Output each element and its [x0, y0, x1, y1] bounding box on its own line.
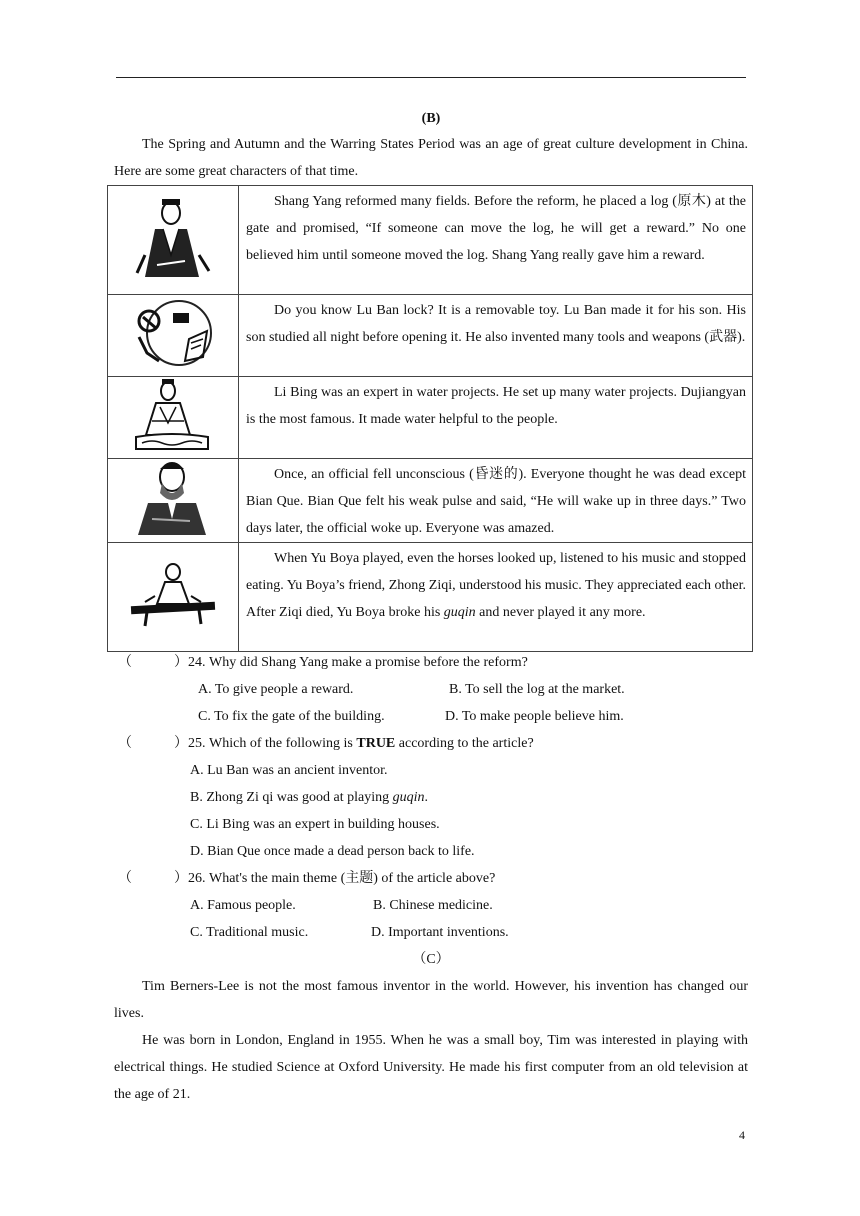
- answer-paren-open: （: [118, 736, 132, 751]
- answer-paren-close: ）: [174, 736, 188, 751]
- option-b-italic: guqin: [392, 790, 425, 805]
- option-b: [190, 784, 428, 811]
- option-a: A. To give people a reward.: [198, 682, 354, 697]
- option-b: B. To sell the log at the market.: [449, 682, 625, 697]
- character-row: [108, 543, 753, 652]
- option-a: A. Famous people.: [190, 898, 296, 913]
- question-stem-after: according to the article?: [395, 736, 534, 751]
- shang-yang-portrait-icon: [108, 186, 239, 295]
- page-number: 4: [739, 1128, 745, 1142]
- li-bing-portrait-icon: [108, 377, 239, 459]
- section-c-paragraph: He was born in London, England in 1955. When he was a small boy, Tim was interested in playing with electrical things. He studied Science at Oxford University. He made his first computer from an old television at the age of 21.: [114, 1033, 748, 1102]
- answer-paren-open: （: [118, 655, 132, 670]
- yu-boya-text: [246, 545, 746, 626]
- question-26: [118, 865, 495, 892]
- question-stem-bold: TRUE: [356, 736, 396, 751]
- yu-boya-text-after: and never played it any more.: [475, 605, 646, 620]
- bian-que-text: Once, an official fell unconscious (昏迷的). Everyone thought he was dead except Bian Que. Bian Que felt his weak pulse and said, “He will wake up in three days.” Two days later, the official woke up. Everyone was amazed.: [246, 467, 746, 536]
- option-b-after: .: [424, 790, 428, 805]
- section-c-heading: （C）: [412, 952, 450, 967]
- character-row: [108, 186, 753, 295]
- answer-paren-open: （: [118, 871, 132, 886]
- answer-paren-close: ）: [174, 655, 188, 670]
- section-c-paragraph: Tim Berners-Lee is not the most famous inventor in the world. However, his invention has changed our lives.: [114, 979, 748, 1021]
- shang-yang-text: Shang Yang reformed many fields. Before the reform, he placed a log (原木) at the gate and promised, “If someone can move the log, he will get a reward.” No one believed him until someone moved the log. Shang Yang really gave him a reward.: [246, 194, 746, 263]
- option-d: D. To make people believe him.: [445, 709, 624, 724]
- characters-table: [107, 185, 753, 652]
- yu-boya-text-before: When Yu Boya played, even the horses looked up, listened to his music and stopped eating. Yu Boya’s friend, Zhong Ziqi, understood his music. They appreciated each other. After Ziqi died, Yu Boya broke his: [246, 551, 746, 620]
- character-description: [239, 543, 753, 652]
- bian-que-portrait-icon: [108, 459, 239, 543]
- section-b-heading: (B): [421, 111, 441, 126]
- option-d: D. Important inventions.: [371, 925, 509, 940]
- character-row: [108, 377, 753, 459]
- option-c: C. Li Bing was an expert in building houses.: [190, 817, 440, 832]
- section-b-intro: The Spring and Autumn and the Warring States Period was an age of great culture development in China. Here are some great characters of that time.: [114, 137, 748, 179]
- character-description: [239, 186, 753, 295]
- li-bing-text: Li Bing was an expert in water projects. He set up many water projects. Dujiangyan is the most famous. It made water helpful to the people.: [246, 385, 746, 427]
- character-description: [239, 295, 753, 377]
- question-stem: 24. Why did Shang Yang make a promise before the reform?: [188, 655, 528, 670]
- lu-ban-text: Do you know Lu Ban lock? It is a removable toy. Lu Ban made it for his son. His son studied all night before opening it. He also invented many tools and weapons (武器).: [246, 303, 746, 345]
- character-row: [108, 295, 753, 377]
- lu-ban-lock-icon: [108, 295, 239, 377]
- header-rule: [116, 77, 746, 78]
- option-b: B. Chinese medicine.: [373, 898, 493, 913]
- yu-boya-guqin-word: guqin: [443, 605, 476, 620]
- option-c: C. To fix the gate of the building.: [198, 709, 385, 724]
- question-stem: 26. What's the main theme (主题) of the article above?: [188, 871, 496, 886]
- character-description: [239, 377, 753, 459]
- option-a: A. Lu Ban was an ancient inventor.: [190, 763, 388, 778]
- option-d: D. Bian Que once made a dead person back to life.: [190, 844, 475, 859]
- question-24: [118, 649, 528, 676]
- question-25: [118, 730, 534, 757]
- option-b-before: B. Zhong Zi qi was good at playing: [190, 790, 393, 805]
- option-c: C. Traditional music.: [190, 925, 309, 940]
- character-row: [108, 459, 753, 543]
- answer-paren-close: ）: [174, 871, 188, 886]
- yu-boya-guqin-icon: [108, 543, 239, 652]
- character-description: [239, 459, 753, 543]
- question-stem-before: 25. Which of the following is: [188, 736, 357, 751]
